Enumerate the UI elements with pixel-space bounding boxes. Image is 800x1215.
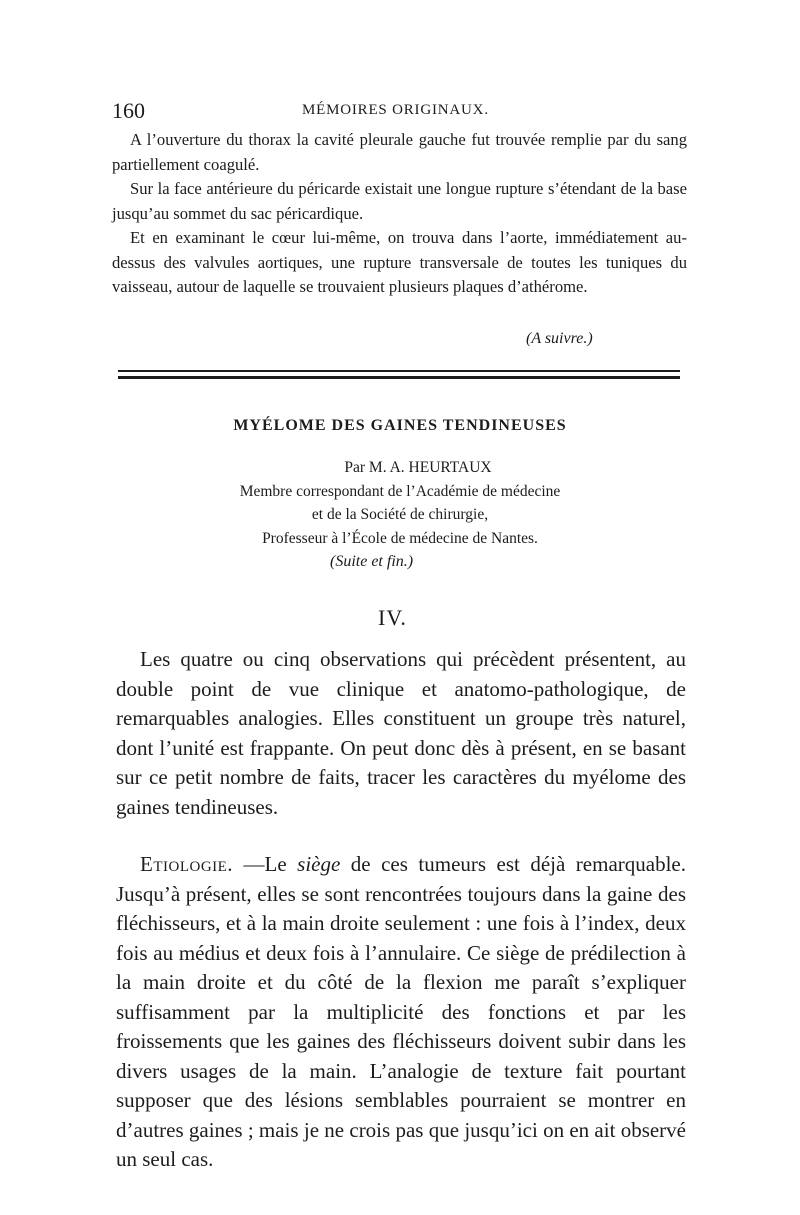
running-head-title: MÉMOIRES ORIGINAUX. xyxy=(302,102,489,118)
author-name: Par M. A. HEURTAUX xyxy=(344,459,492,476)
continuation-note: (Suite et fin.) xyxy=(330,553,414,570)
previous-article-ending xyxy=(112,128,687,300)
paragraph: Les quatre ou cinq observations qui précèdent présentent, au double point de vue clinique et anatomo-pathologique, de remarquables analogies. Elles constituent un groupe très naturel, dont l’unité est frappante. On peut donc dès à présent, en se basant sur ce petit nombre de faits, tracer les caractères du myélome des gaines tendineuses. xyxy=(116,647,686,819)
section-label: Etiologie. xyxy=(140,852,234,876)
article-body xyxy=(116,645,686,1175)
divider-rule xyxy=(118,370,680,372)
paragraph-text: de ces tumeurs est déjà remarquable. Jusqu’à présent, elles se sont rencontrées toujours dans la gaine des fléchisseurs, et à la main droite seulement : une fois à l’index, deux fois au médius et deux fois à l’annulaire. Ce siège de prédilection à la main droite et du côté de la flexion me paraît s’expliquer suffisamment par la multiplicité des fonctions et par les froissements que les gaines des fléchisseurs doivent subir dans les divers usages de la main. L’analogie de texture fait pourtant supposer que des lésions semblables pourraient se montrer en d’autres gaines ; mais je ne crois pas que jusqu’ici on en ait observé un seul cas. xyxy=(116,852,686,1171)
page-number: 160 xyxy=(112,98,145,123)
author-affiliation: Membre correspondant de l’Académie de médecine xyxy=(239,482,561,500)
emphasized-word: siège xyxy=(297,852,341,876)
article-title: MYÉLOME DES GAINES TENDINEUSES xyxy=(233,417,567,434)
author-block xyxy=(160,456,640,550)
paragraph xyxy=(116,850,686,1175)
dash-text: —Le xyxy=(233,852,298,876)
author-affiliation: Professeur à l’École de médecine de Nantes. xyxy=(262,529,538,547)
paragraph: Sur la face antérieure du péricarde existait une longue rupture s’étendant de la base jusqu’au sommet du sac péricardique. xyxy=(112,179,687,223)
to-be-continued-note: (A suivre.) xyxy=(526,330,593,347)
paragraph: A l’ouverture du thorax la cavité pleurale gauche fut trouvée remplie par du sang partiellement coagulé. xyxy=(112,130,687,174)
running-head xyxy=(112,98,687,122)
divider-rule xyxy=(118,376,680,379)
paragraph: Et en examinant le cœur lui-même, on trouva dans l’aorte, immédiatement au-dessus des valvules aortiques, une rupture transversale de toutes les tuniques du vaisseau, autour de laquelle se trouvaient plusieurs plaques d’athérome. xyxy=(112,228,687,296)
author-affiliation: et de la Société de chirurgie, xyxy=(311,506,489,523)
section-number: IV. xyxy=(378,605,407,630)
